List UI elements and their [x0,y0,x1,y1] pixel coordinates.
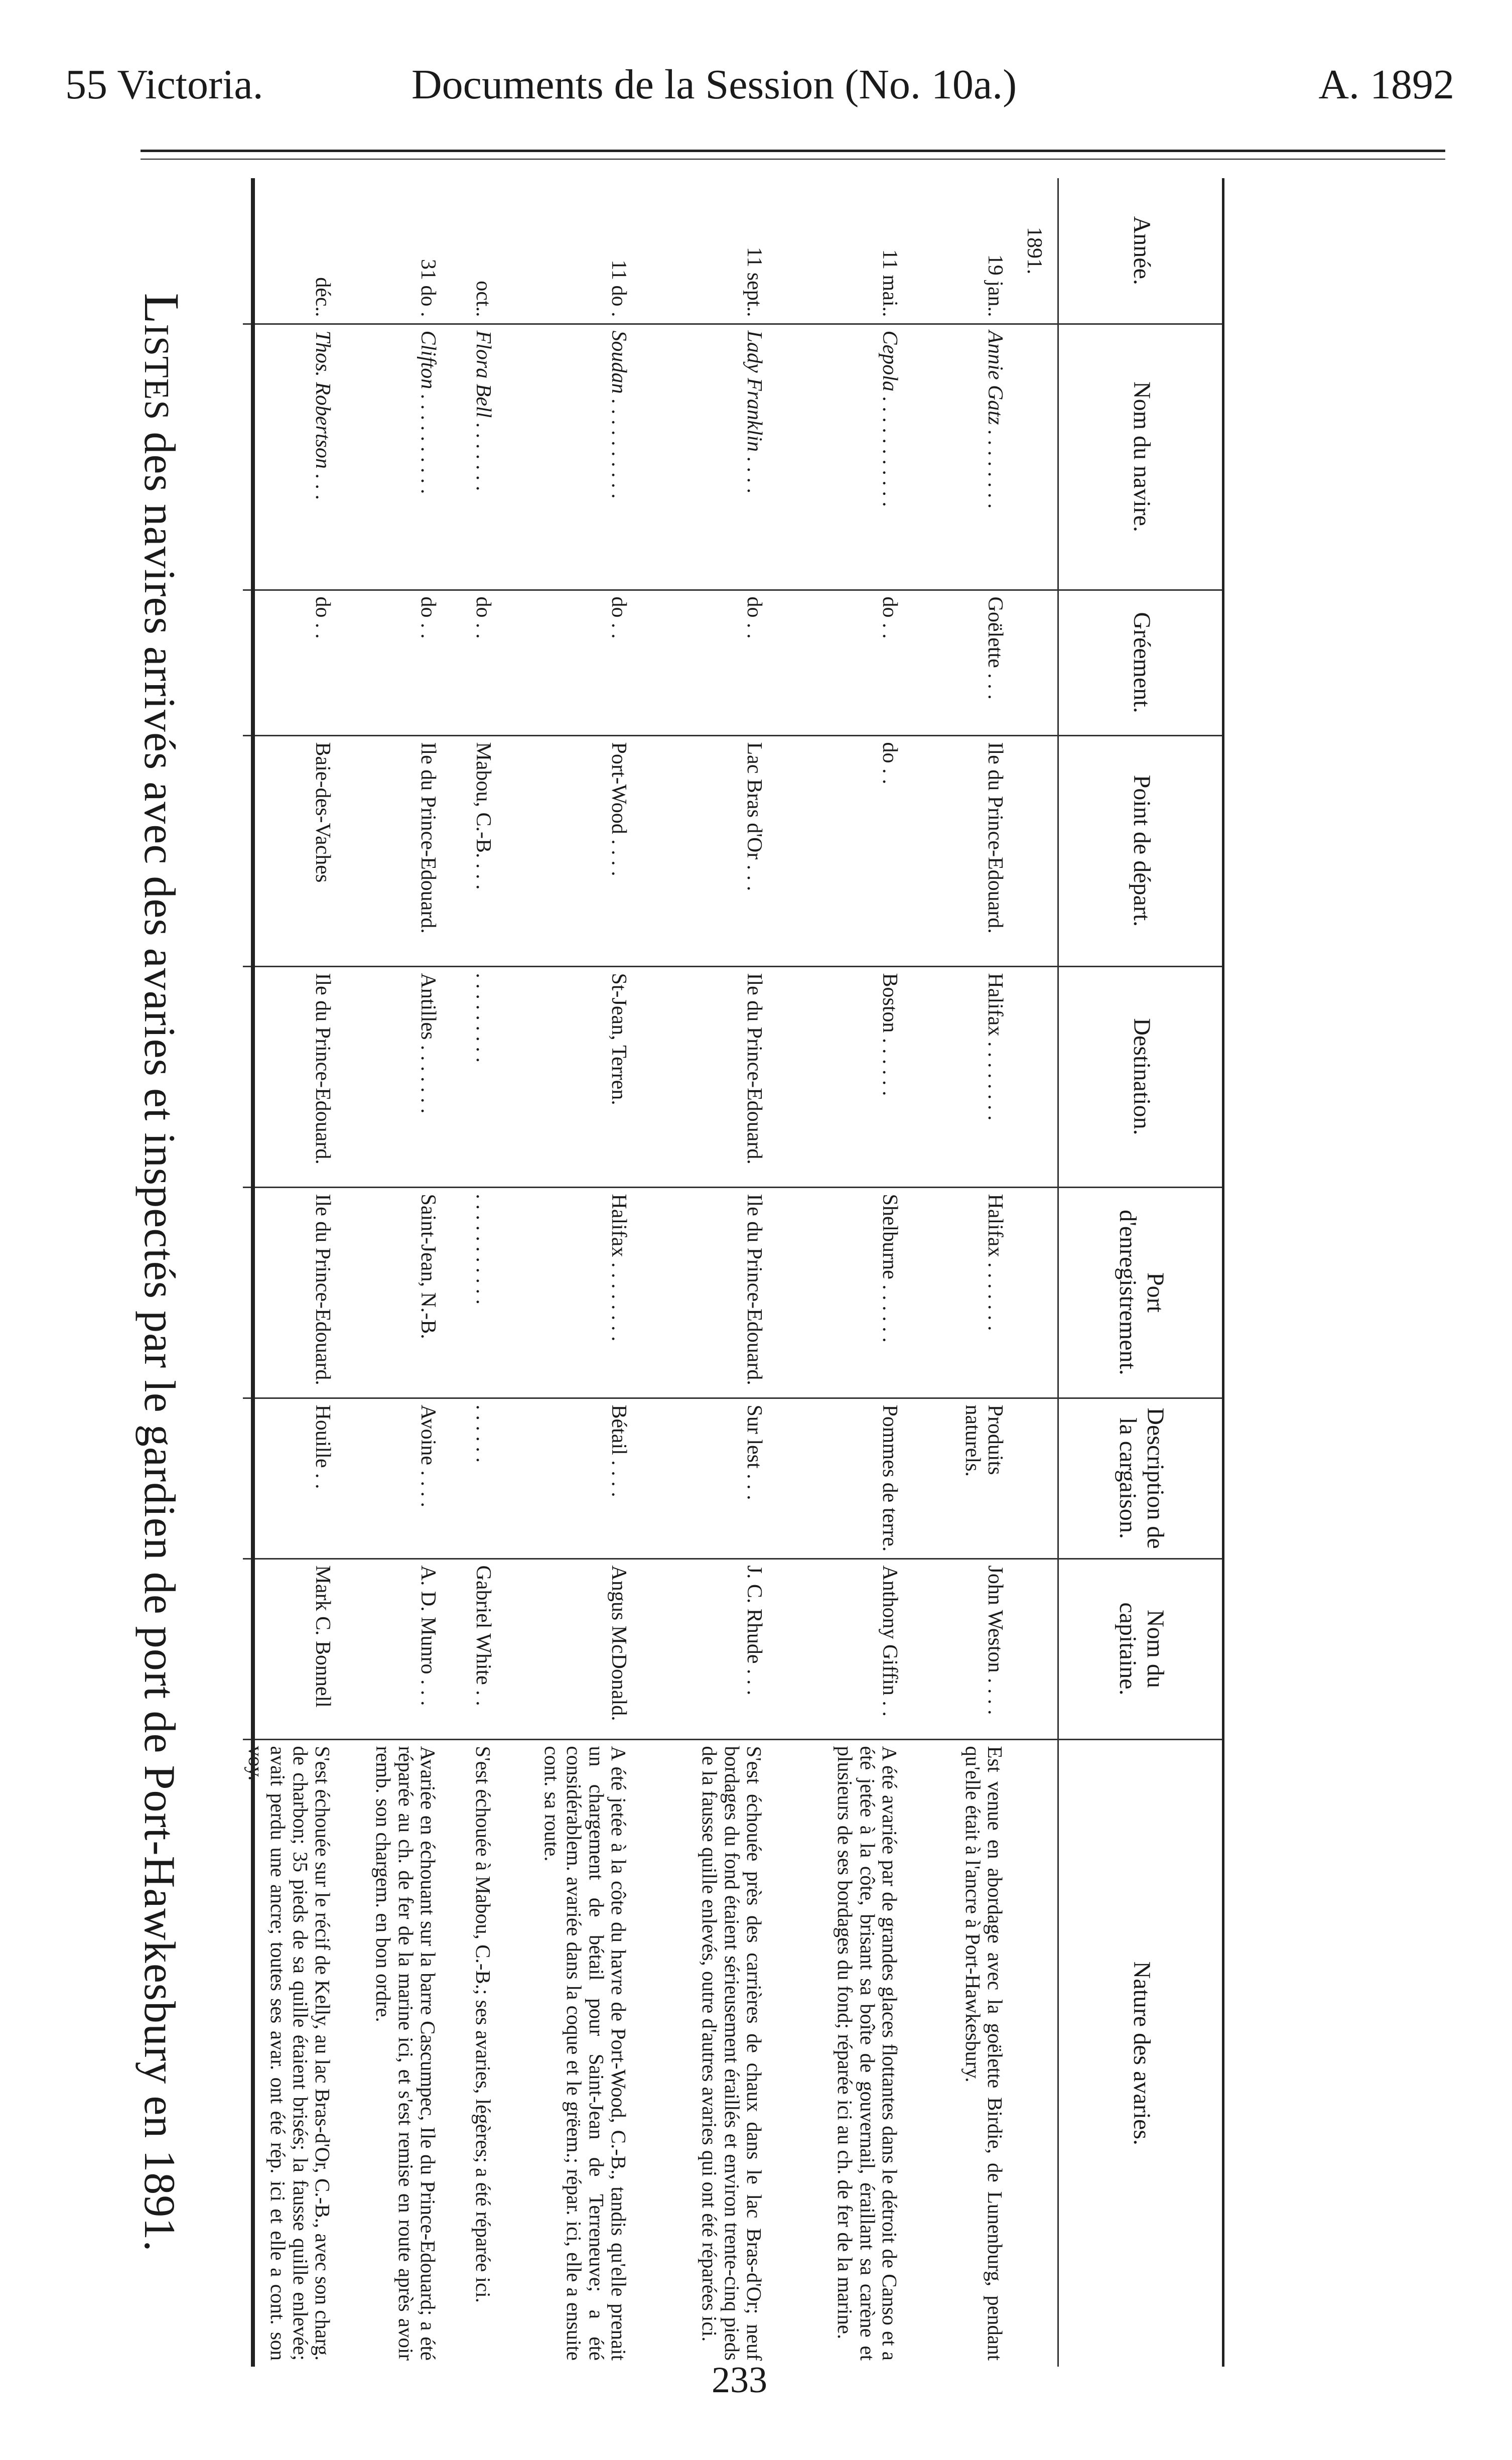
cell-departure: Mabou, C.-B. . . . [441,735,496,966]
cell-date: 11 do . [496,178,632,324]
cell-damage: S'est échouée sur le récif de Kelly, au lac Bras-d'Or, C.-B., avec son charg. de charbon; 35 pieds de sa quille étaient brisés; la fausse quille enlevée; avait perdu une ancre; toutes ses avar. ont été rép. ici et elle a cont. son voy. [244,1746,334,2361]
col-header-year: Année. [1058,178,1225,324]
page-number: 233 [712,2360,767,2401]
header-session-year: 55 Victoria. [65,61,263,108]
cell-destination: Ile du Prince-Edouard. [243,966,336,1187]
cell-damage: S'est échouée à Mabou, C.-B.; ses avaries, légères; a été réparée ici. [472,1746,495,2303]
col-header-damage: Nature des avaries. [1058,1739,1225,2367]
cell-rig: do . . [496,590,632,735]
cell-cargo: Houille . . [243,1398,336,1559]
col-header-captain: Nom du capitaine. [1058,1559,1225,1739]
cell-departure: do . . [767,735,903,966]
header-rule-thick [141,150,1445,152]
cell-ship-name: Clifton . . . . . . . . . . [336,324,441,590]
cell-rig: do . . [632,590,767,735]
cell-captain: Gabriel White . . [441,1559,496,1739]
cell-destination: . . . . . . . . . [441,966,496,1187]
cell-date: déc.. [243,178,336,324]
table-title-rest: des navires arrivés avec des avaries et inspectés par le gardien de port de Port-Hawkesbury en 1891. [135,432,184,2252]
table-row [632,178,767,2367]
cell-ship-name: Flora Bell . . . . . . . [441,324,496,590]
cell-port: . . . . . . . . . . . [441,1187,496,1398]
cell-destination: Ile du Prince-Edouard. [632,966,767,1187]
cell-rig: Goëlette . . . [903,590,1008,735]
cell-captain: Anthony Giffin . . [767,1559,903,1739]
table-row [496,178,632,2367]
cell-damage: A été avariée par de grandes glaces flottantes dans le détroit de Canso et a été jetée à la côte, brisant sa boîte de gouvernail, éraillant sa carène et plusieurs de ses bordages du fond; réparée ici au ch. de fer de la marine. [834,1746,901,2361]
table-title [133,178,191,2367]
table-row [903,178,1008,2367]
cell-port: Ile du Prince-Edouard. [632,1187,767,1398]
cell-port: Shelburne . . . . . . [767,1187,903,1398]
cell-rig: do . . [767,590,903,735]
col-header-rig: Gréement. [1058,590,1225,735]
col-header-destination: Destination. [1058,966,1225,1187]
cell-damage: Est venue en abordage avec la goëlette Birdie, de Lunenburg, pendant qu'elle était à l'ancre à Port-Hawkesbury. [961,1746,1007,2361]
cell-destination: Antilles . . . . . . . [336,966,441,1187]
year-label: 1891. [1008,178,1058,324]
cell-cargo: Sur lest . . . [632,1398,767,1559]
table-row [336,178,441,2367]
table-row [767,178,903,2367]
cell-date: oct.. [441,178,496,324]
cell-cargo: Avoine . . . . [336,1398,441,1559]
cell-captain: A. D. Munro . . . [336,1559,441,1739]
header-document-title: Documents de la Session (No. 10a.) [411,61,1017,108]
cell-ship-name: Cepola . . . . . . . . . . . [767,324,903,590]
damaged-ships-table [243,178,1224,2367]
cell-rig: do . . [336,590,441,735]
table-row [441,178,496,2367]
cell-captain: Mark C. Bonnell [243,1559,336,1739]
cell-ship-name: Lady Franklin . . . . [632,324,767,590]
cell-ship-name: Soudan . . . . . . . . . . [496,324,632,590]
cell-destination: Halifax . . . . . . . . [903,966,1008,1187]
cell-rig: do . . [243,590,336,735]
cell-date: 11 sept.. [632,178,767,324]
cell-damage: S'est échouée près des carrières de chaux dans le lac Bras-d'Or; neuf bordages du fond étaient sérieusement éraillés et environ trente-cinq pieds de la fausse quille enlevés, outre d'autres avaries qui ont été réparées ici. [698,1746,766,2361]
rotated-table-region [120,178,1224,2367]
cell-cargo: Bétail . . . . [496,1398,632,1559]
table-row [243,178,336,2367]
cell-departure: Lac Bras d'Or . . . [632,735,767,966]
cell-departure: Baie-des-Vaches [243,735,336,966]
cell-ship-name: Annie Gatz . . . . . . . . [903,324,1008,590]
cell-cargo: . . . . . . [441,1398,496,1559]
cell-departure: Ile du Prince-Edouard. [903,735,1008,966]
col-header-ship-name: Nom du navire. [1058,324,1225,590]
col-header-port-of-registry: Port d'enregistrement. [1058,1187,1225,1398]
cell-damage: A été jetée à la côte du havre de Port-Wood, C.-B., tandis qu'elle prenait un chargement de bétail pour Saint-Jean de Terreneuve; a été considérablem. avariée dans la coque et le grëem.; répar. ici, elle a ensuite cont. sa route. [540,1746,630,2361]
cell-ship-name: Thos. Robertson . . . [243,324,336,590]
cell-captain: Angus McDonald. [496,1559,632,1739]
cell-date: 19 jan.. [903,178,1008,324]
cell-port: Halifax . . . . . . . [903,1187,1008,1398]
cell-departure: Ile du Prince-Edouard. [336,735,441,966]
col-header-departure: Point de départ. [1058,735,1225,966]
cell-destination: St-Jean, Terren. [496,966,632,1187]
cell-cargo: Pommes de terre. [767,1398,903,1559]
cell-destination: Boston . . . . . . [767,966,903,1187]
table-header-row [1058,178,1225,2367]
cell-date: 11 mai.. [767,178,903,324]
cell-captain: John Weston . . . . [903,1559,1008,1739]
cell-cargo: Produits naturels. [903,1398,1008,1559]
header-volume: A. 1892 [1318,61,1454,108]
cell-port: Ile du Prince-Edouard. [243,1187,336,1398]
cell-captain: J. C. Rhude . . . [632,1559,767,1739]
cell-rig: do . . [441,590,496,735]
cell-departure: Port-Wood . . . . [496,735,632,966]
table-title-first-word: Listes [134,293,190,421]
header-rule-thin [141,159,1445,160]
table-row-year [1008,178,1058,2367]
cell-port: Saint-Jean, N.-B. [336,1187,441,1398]
cell-damage: Avariée en échouant sur la barre Cascumpec, Ile du Prince-Edouard; a été réparée au ch. de fer de la marine ici, et s'est remise en route après avoir remb. son chargem. en bon ordre. [372,1746,440,2361]
cell-date: 31 do . [336,178,441,324]
cell-port: Halifax . . . . . . . . [496,1187,632,1398]
col-header-cargo: Description de la cargaison. [1058,1398,1225,1559]
